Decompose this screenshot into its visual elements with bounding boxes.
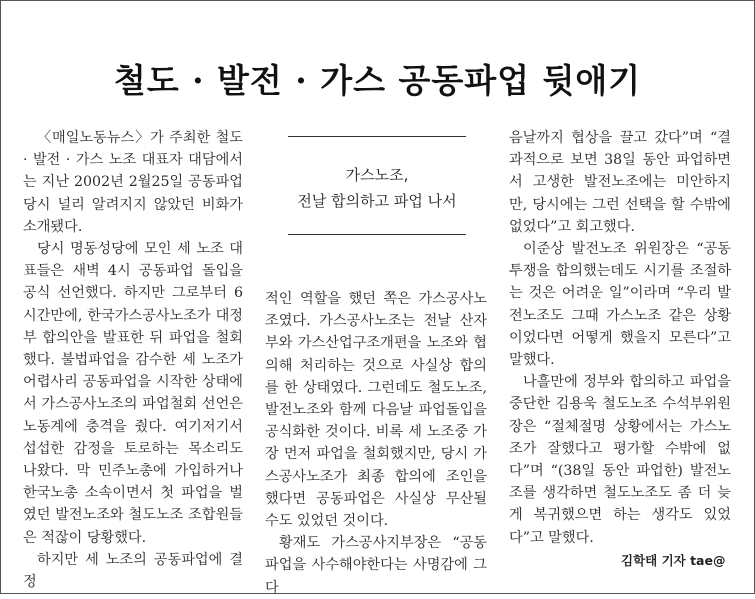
pull-quote-box — [288, 136, 466, 234]
column-3-paragraph-1: 음날까지 협상을 끌고 갔다”며 “결과적으로 보면 38일 동안 파업하면서 고생한 발전노조에는 미안하지만, 당시에는 그런 선택을 할 수밖에 없었다”고 회고했다. — [509, 130, 731, 235]
column-3-paragraph-3: 나흘만에 정부와 합의하고 파업을 중단한 김용욱 철도노조 수석부위원장은 “절체절명 상황에서는 가스노조가 잘했다고 평가할 수밖에 없다”며 “(38일 동안 파업한) 발전노조를 생각하면 철도노조도 좀 더 늦게 복귀했으면 하는 생각도 있었다”고 말했다. — [509, 374, 731, 546]
pull-quote-top-rule — [288, 136, 466, 137]
pull-quote — [278, 162, 476, 214]
column-2-paragraph-2: 황재도 가스공사지부장은 “공동파업을 사수해야한다는 사명감에 그 다 — [265, 535, 487, 596]
column-1-paragraph-1: 〈매일노동뉴스〉가 주최한 철도 · 발전 · 가스 노조 대표자 대담에서는 지난 2002년 2월25일 공동파업 당시 널리 알려지지 않았던 비화가 소개됐다. — [23, 130, 243, 235]
column-1-paragraph-3: 하지만 세 노조의 공동파업에 결정 — [23, 551, 243, 591]
pull-quote-line-2: 전날 합의하고 파업 나서 — [297, 192, 457, 210]
pull-quote-bottom-rule — [288, 234, 466, 235]
column-3-paragraph-2: 이준상 발전노조 위원장은 “공동투쟁을 합의했는데도 시기를 조절하는 것은 어려운 일”이라며 “우리 발전노조도 그때 가스노조 같은 상황이었다면 어떻게 했을지 모른다”고 말했다. — [509, 241, 731, 369]
pull-quote-line-1: 가스노조, — [345, 166, 409, 184]
article-column-1 — [23, 127, 243, 593]
article-headline: 철도 · 발전 · 가스 공동파업 뒷애기 — [113, 61, 642, 100]
article-column-3 — [509, 127, 731, 549]
column-1-paragraph-2: 당시 명동성당에 모인 세 노조 대표들은 새벽 4시 공동파업 돌입을 공식 선언했다. 하지만 그로부터 6시간만에, 한국가스공사노조가 대정부 합의안을 발표한 뒤 파업을 철회했다. 불법파업을 감수한 세 노조가 어렵사리 공동파업을 시작한 상태에서 가스공사노조의 파업철회 선언은 노동계에 충격을 줬다. 여기저기서 섭섭한 감정을 토로하는 목소리도 나왔다. 막 민주노총에 가입하거나 한국노총 소속이면서 첫 파업을 벌였던 발전노조와 철도노조 조합원들은 적잖이 당황했다. — [23, 241, 243, 546]
article-byline: 김학태 기자 tae@ — [621, 553, 726, 568]
article-column-2 — [265, 288, 487, 599]
column-2-paragraph-1: 적인 역할을 했던 쪽은 가스공사노조였다. 가스공사노조는 전날 산자부와 가스산업구조개편을 노조와 협의해 처리하는 것으로 사실상 합의를 한 상태였다. 그런데도 철도노조, 발전노조와 함께 다음날 파업돌입을 공식화한 것이다. 비록 세 노조중 가장 먼저 파업을 철회했지만, 당시 가스공사노조가 최종 합의에 조인을 했다면 공동파업은 사실상 무산될 수도 있었던 것이다. — [265, 291, 487, 530]
